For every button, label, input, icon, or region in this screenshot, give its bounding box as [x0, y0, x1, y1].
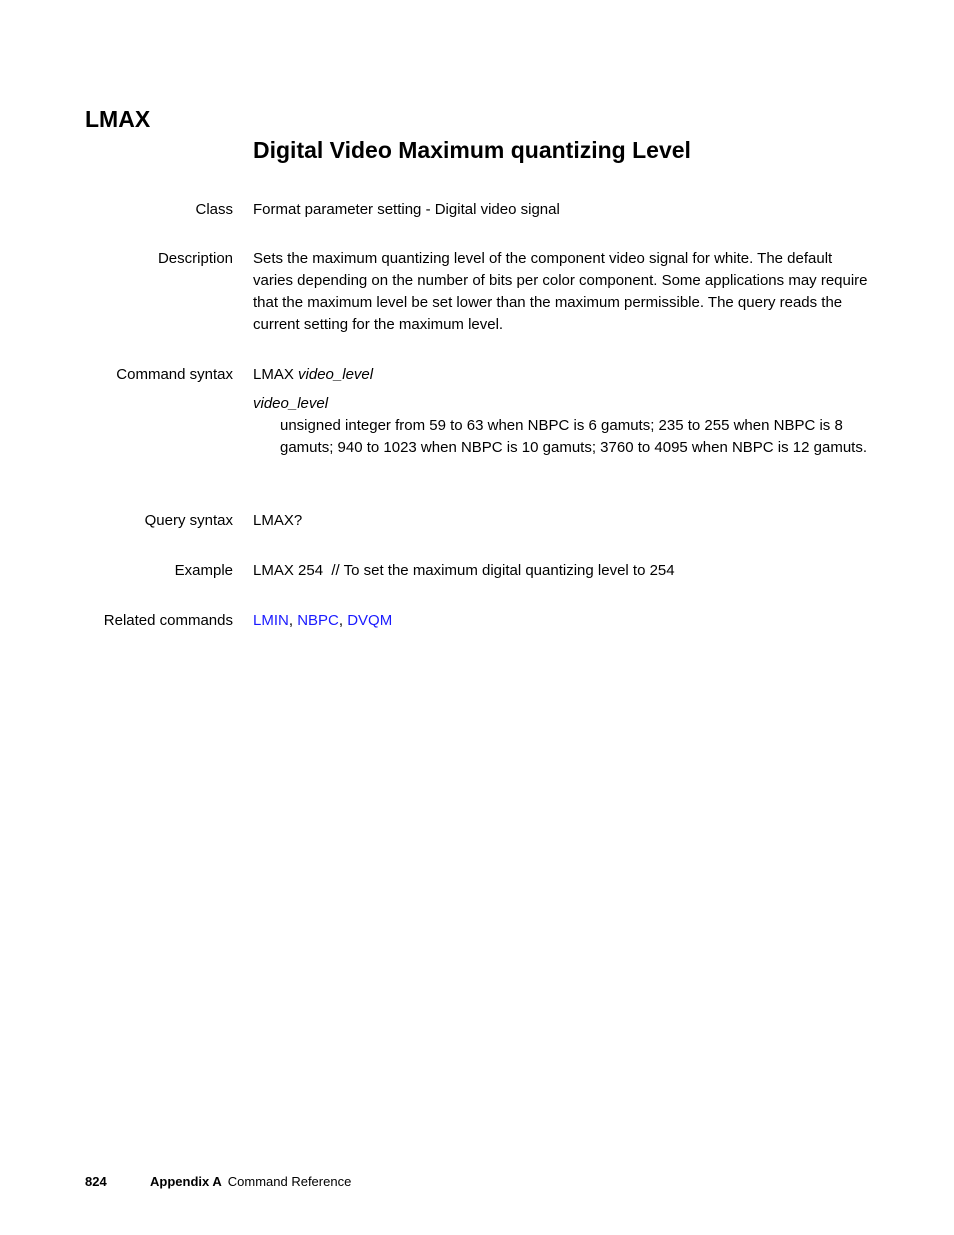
page-number: 824	[85, 1174, 107, 1189]
command-title: Digital Video Maximum quantizing Level	[253, 137, 691, 163]
description-label: Description	[157, 250, 233, 267]
description-text: Sets the maximum quantizing level of the component video signal for white. The default varies depending on the number of bits per color component. Some applications may require that the maximum level be set lower than the maximum permissible. The query reads the current setting for the maximum level.	[253, 250, 868, 333]
syntax-line	[253, 364, 868, 386]
query-syntax-label: Query syntax	[144, 512, 233, 529]
related-commands-label: Related commands	[103, 612, 233, 629]
example-label: Example	[174, 562, 233, 579]
command-syntax-content	[253, 364, 868, 459]
syntax-parameter: video_level	[298, 366, 374, 383]
link-separator: ,	[338, 612, 348, 629]
link-nbpc[interactable]: NBPC	[297, 612, 339, 629]
parameter-name: video_level	[253, 395, 329, 412]
footer-section: Command Reference	[227, 1174, 352, 1189]
class-label: Class	[195, 201, 233, 218]
syntax-command: LMAX	[253, 366, 294, 383]
class-text: Format parameter setting - Digital video signal	[253, 201, 560, 218]
query-syntax-text: LMAX?	[253, 512, 303, 529]
parameter-description: unsigned integer from 59 to 63 when NBPC is 6 gamuts; 235 to 255 when NBPC is 8 gamuts; 940 to 1023 when NBPC is 10 gamuts; 3760 to 4095 when NBPC is 12 gamuts.	[280, 417, 868, 456]
related-commands-links	[253, 610, 868, 632]
footer-appendix: Appendix A	[150, 1174, 222, 1189]
link-lmin[interactable]: LMIN	[253, 612, 289, 629]
example-text: LMAX 254 // To set the maximum digital quantizing level to 254	[253, 562, 675, 579]
link-separator: ,	[288, 612, 298, 629]
command-name: LMAX	[85, 106, 151, 132]
link-dvqm[interactable]: DVQM	[347, 612, 393, 629]
command-syntax-label: Command syntax	[116, 366, 233, 383]
page-footer	[85, 1172, 351, 1192]
